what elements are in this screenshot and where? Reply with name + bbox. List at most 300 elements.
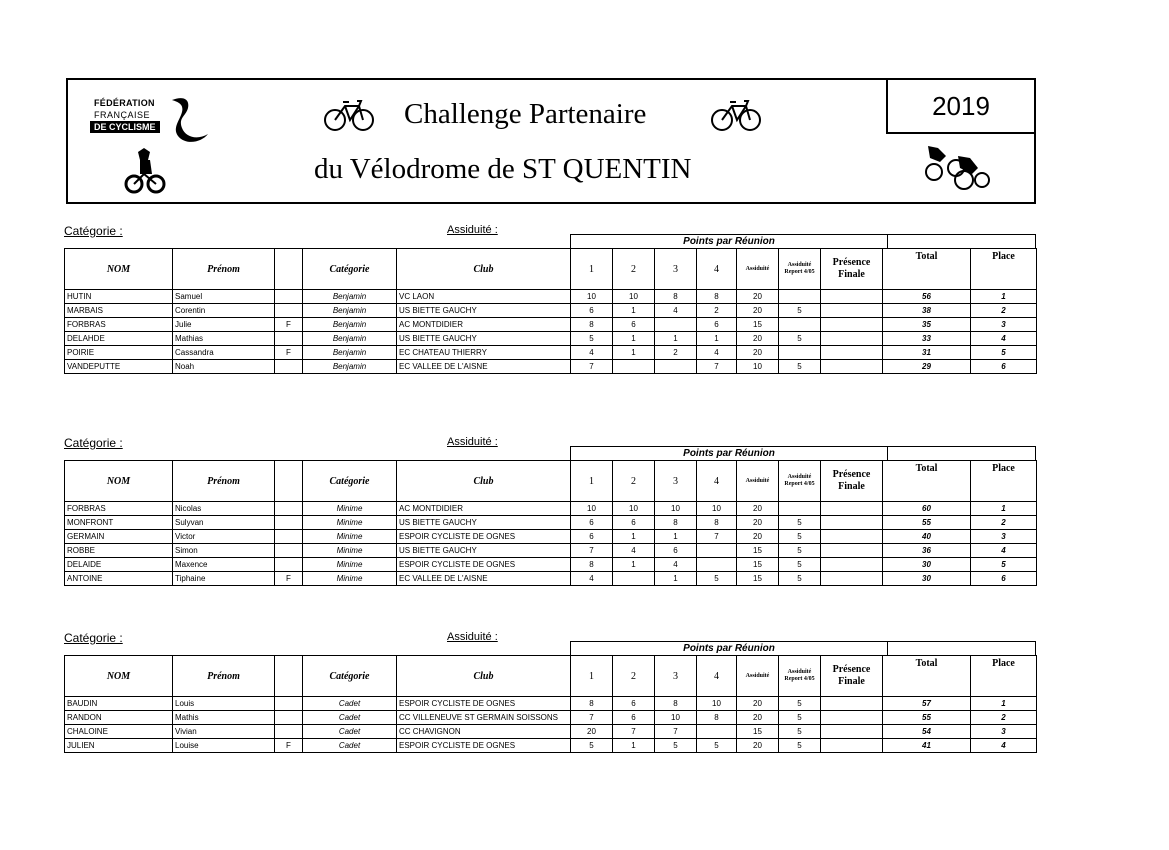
- cell-reunion-2: 6: [613, 516, 655, 530]
- cell-assiduite: 15: [737, 725, 779, 739]
- cell-nom: JULIEN: [65, 739, 173, 753]
- table-header-row: [65, 461, 1037, 502]
- categorie-label: Catégorie :: [64, 631, 123, 645]
- cell-sexe: [275, 516, 303, 530]
- col-presence-finale: Présence Finale: [821, 249, 883, 290]
- cell-presence-finale: [821, 697, 883, 711]
- cell-categorie: Minime: [303, 544, 397, 558]
- cell-reunion-1: 6: [571, 304, 613, 318]
- cell-nom: ANTOINE: [65, 572, 173, 586]
- table-row: [65, 725, 1037, 739]
- cell-total: 38: [883, 304, 971, 318]
- cell-presence-finale: [821, 360, 883, 374]
- cell-presence-finale: [821, 711, 883, 725]
- results-table: [64, 460, 1037, 586]
- year-box: [886, 78, 1036, 134]
- cell-reunion-4: 5: [697, 572, 737, 586]
- cell-reunion-4: 8: [697, 516, 737, 530]
- cell-nom: FORBRAS: [65, 318, 173, 332]
- table-row: [65, 558, 1037, 572]
- cell-assiduite: 15: [737, 318, 779, 332]
- cell-reunion-3: 1: [655, 572, 697, 586]
- cell-nom: GERMAIN: [65, 530, 173, 544]
- points-header-spacer: [888, 234, 1036, 248]
- cell-prenom: Julie: [173, 318, 275, 332]
- cell-nom: MARBAIS: [65, 304, 173, 318]
- cell-categorie: Minime: [303, 558, 397, 572]
- cell-prenom: Victor: [173, 530, 275, 544]
- cell-place: 2: [971, 304, 1037, 318]
- col-reunion-2: 2: [613, 461, 655, 502]
- col-categorie: Catégorie: [303, 656, 397, 697]
- col-place: Place: [971, 461, 1037, 502]
- assiduite-label: Assiduité :: [447, 631, 498, 643]
- cell-reunion-4: 8: [697, 711, 737, 725]
- cell-total: 35: [883, 318, 971, 332]
- cell-reunion-4: 8: [697, 290, 737, 304]
- col-prenom: Prénom: [173, 656, 275, 697]
- cell-sexe: F: [275, 318, 303, 332]
- cell-categorie: Minime: [303, 516, 397, 530]
- cell-assiduite: 20: [737, 516, 779, 530]
- cell-prenom: Mathias: [173, 332, 275, 346]
- cell-total: 41: [883, 739, 971, 753]
- cell-club: ESPOIR CYCLISTE DE OGNES: [397, 530, 571, 544]
- cell-total: 55: [883, 711, 971, 725]
- cell-club: CC VILLENEUVE ST GERMAIN SOISSONS: [397, 711, 571, 725]
- racing-cyclists-icon: [920, 142, 990, 194]
- cell-reunion-2: 6: [613, 318, 655, 332]
- cell-prenom: Corentin: [173, 304, 275, 318]
- cell-reunion-4: 5: [697, 739, 737, 753]
- cell-reunion-4: 10: [697, 502, 737, 516]
- table-row: [65, 739, 1037, 753]
- cell-assiduite-report: [779, 290, 821, 304]
- cell-total: 55: [883, 516, 971, 530]
- cell-reunion-3: 8: [655, 697, 697, 711]
- cell-nom: BAUDIN: [65, 697, 173, 711]
- col-assiduite-report: Assiduité Report 4/05: [779, 249, 821, 290]
- cell-place: 1: [971, 697, 1037, 711]
- cell-total: 36: [883, 544, 971, 558]
- table-row: [65, 572, 1037, 586]
- cell-prenom: Mathis: [173, 711, 275, 725]
- cell-reunion-4: 6: [697, 318, 737, 332]
- col-assiduite: Assiduité: [737, 249, 779, 290]
- cell-assiduite: 20: [737, 530, 779, 544]
- cell-presence-finale: [821, 725, 883, 739]
- cell-reunion-1: 8: [571, 318, 613, 332]
- cell-presence-finale: [821, 332, 883, 346]
- cell-assiduite-report: 5: [779, 711, 821, 725]
- bicycle-icon-right: [710, 96, 762, 132]
- cell-presence-finale: [821, 572, 883, 586]
- cell-nom: MONFRONT: [65, 516, 173, 530]
- cell-sexe: [275, 697, 303, 711]
- cell-place: 3: [971, 318, 1037, 332]
- col-reunion-1: 1: [571, 249, 613, 290]
- cell-reunion-4: [697, 725, 737, 739]
- col-place: Place: [971, 249, 1037, 290]
- col-presence-finale: Présence Finale: [821, 656, 883, 697]
- mascot-cyclist-icon: [122, 146, 168, 196]
- cell-reunion-3: [655, 360, 697, 374]
- cell-reunion-2: 7: [613, 725, 655, 739]
- cell-assiduite-report: 5: [779, 360, 821, 374]
- cell-reunion-1: 6: [571, 530, 613, 544]
- cell-total: 30: [883, 558, 971, 572]
- cell-categorie: Minime: [303, 572, 397, 586]
- cell-place: 1: [971, 290, 1037, 304]
- cell-presence-finale: [821, 290, 883, 304]
- col-categorie: Catégorie: [303, 461, 397, 502]
- cell-assiduite: 20: [737, 711, 779, 725]
- cell-presence-finale: [821, 502, 883, 516]
- table-row: [65, 516, 1037, 530]
- cell-reunion-3: 2: [655, 346, 697, 360]
- cell-place: 4: [971, 739, 1037, 753]
- cell-prenom: Simon: [173, 544, 275, 558]
- col-total: Total: [883, 656, 971, 697]
- table-row: [65, 530, 1037, 544]
- cell-reunion-3: 4: [655, 304, 697, 318]
- points-header-spacer: [888, 446, 1036, 460]
- cell-prenom: Samuel: [173, 290, 275, 304]
- cell-categorie: Cadet: [303, 739, 397, 753]
- cell-categorie: Minime: [303, 530, 397, 544]
- cell-place: 4: [971, 332, 1037, 346]
- cell-prenom: Maxence: [173, 558, 275, 572]
- cell-sexe: [275, 290, 303, 304]
- col-assiduite: Assiduité: [737, 656, 779, 697]
- cell-reunion-3: 1: [655, 332, 697, 346]
- cell-reunion-2: 10: [613, 290, 655, 304]
- cell-reunion-4: [697, 544, 737, 558]
- points-par-reunion-header: Points par Réunion: [570, 641, 888, 655]
- cell-assiduite: 15: [737, 558, 779, 572]
- cell-place: 6: [971, 360, 1037, 374]
- table-row: [65, 346, 1037, 360]
- year-label: 2019: [932, 90, 990, 121]
- cell-place: 1: [971, 502, 1037, 516]
- header-banner: [66, 78, 1036, 204]
- cell-assiduite: 20: [737, 332, 779, 346]
- cell-club: CC CHAVIGNON: [397, 725, 571, 739]
- cell-reunion-3: 7: [655, 725, 697, 739]
- cell-reunion-4: 7: [697, 530, 737, 544]
- cell-reunion-2: 1: [613, 332, 655, 346]
- cell-presence-finale: [821, 318, 883, 332]
- table-row: [65, 544, 1037, 558]
- cell-prenom: Louise: [173, 739, 275, 753]
- cell-nom: FORBRAS: [65, 502, 173, 516]
- cell-nom: VANDEPUTTE: [65, 360, 173, 374]
- cell-sexe: [275, 558, 303, 572]
- cell-assiduite-report: [779, 502, 821, 516]
- cell-place: 4: [971, 544, 1037, 558]
- cell-sexe: [275, 725, 303, 739]
- cell-sexe: [275, 360, 303, 374]
- cell-assiduite: 15: [737, 544, 779, 558]
- cell-reunion-3: 6: [655, 544, 697, 558]
- cell-total: 30: [883, 572, 971, 586]
- cell-categorie: Benjamin: [303, 332, 397, 346]
- cell-assiduite: 20: [737, 502, 779, 516]
- col-reunion-3: 3: [655, 461, 697, 502]
- cell-reunion-1: 4: [571, 572, 613, 586]
- col-prenom: Prénom: [173, 461, 275, 502]
- points-par-reunion-header: Points par Réunion: [570, 234, 888, 248]
- cell-place: 2: [971, 711, 1037, 725]
- cell-reunion-2: 1: [613, 558, 655, 572]
- table-row: [65, 304, 1037, 318]
- table-row: [65, 360, 1037, 374]
- cell-presence-finale: [821, 346, 883, 360]
- cell-reunion-2: 10: [613, 502, 655, 516]
- cell-assiduite-report: 5: [779, 516, 821, 530]
- cell-sexe: F: [275, 572, 303, 586]
- assiduite-label: Assiduité :: [447, 436, 498, 448]
- cell-categorie: Benjamin: [303, 360, 397, 374]
- cell-sexe: [275, 502, 303, 516]
- logo-line-1: FÉDÉRATION: [94, 98, 155, 108]
- cell-place: 2: [971, 516, 1037, 530]
- cell-nom: DELAIDE: [65, 558, 173, 572]
- cell-prenom: Sulyvan: [173, 516, 275, 530]
- cell-reunion-4: 4: [697, 346, 737, 360]
- col-club: Club: [397, 461, 571, 502]
- col-total: Total: [883, 249, 971, 290]
- cell-reunion-1: 5: [571, 739, 613, 753]
- cell-reunion-3: 8: [655, 290, 697, 304]
- cell-sexe: [275, 544, 303, 558]
- col-club: Club: [397, 249, 571, 290]
- cell-reunion-4: 7: [697, 360, 737, 374]
- table-row: [65, 290, 1037, 304]
- cell-categorie: Cadet: [303, 711, 397, 725]
- cell-reunion-3: 4: [655, 558, 697, 572]
- title-line-2: du Vélodrome de ST QUENTIN: [314, 153, 692, 185]
- cell-nom: CHALOINE: [65, 725, 173, 739]
- cell-reunion-2: 1: [613, 739, 655, 753]
- logo-swoosh-icon: [168, 94, 214, 146]
- cell-reunion-1: 6: [571, 516, 613, 530]
- cell-prenom: Louis: [173, 697, 275, 711]
- cell-total: 60: [883, 502, 971, 516]
- cell-reunion-2: 1: [613, 346, 655, 360]
- table-row: [65, 332, 1037, 346]
- cell-categorie: Benjamin: [303, 346, 397, 360]
- cell-assiduite-report: 5: [779, 739, 821, 753]
- cell-categorie: Benjamin: [303, 318, 397, 332]
- cell-sexe: [275, 332, 303, 346]
- col-reunion-4: 4: [697, 249, 737, 290]
- cell-reunion-2: [613, 360, 655, 374]
- col-total: Total: [883, 461, 971, 502]
- col-categorie: Catégorie: [303, 249, 397, 290]
- cell-assiduite-report: [779, 346, 821, 360]
- cell-assiduite: 15: [737, 572, 779, 586]
- cell-reunion-1: 10: [571, 290, 613, 304]
- cell-sexe: [275, 304, 303, 318]
- cell-club: US BIETTE GAUCHY: [397, 544, 571, 558]
- assiduite-label: Assiduité :: [447, 224, 498, 236]
- cell-place: 5: [971, 346, 1037, 360]
- cell-reunion-1: 8: [571, 697, 613, 711]
- cell-club: AC MONTDIDIER: [397, 502, 571, 516]
- cell-assiduite-report: 5: [779, 530, 821, 544]
- cell-reunion-1: 7: [571, 360, 613, 374]
- cell-assiduite-report: [779, 318, 821, 332]
- cell-presence-finale: [821, 304, 883, 318]
- col-prenom: Prénom: [173, 249, 275, 290]
- cell-assiduite: 20: [737, 697, 779, 711]
- cell-assiduite-report: 5: [779, 697, 821, 711]
- col-place: Place: [971, 656, 1037, 697]
- cell-assiduite-report: 5: [779, 304, 821, 318]
- cell-prenom: Nicolas: [173, 502, 275, 516]
- cell-club: US BIETTE GAUCHY: [397, 304, 571, 318]
- col-sexe: [275, 461, 303, 502]
- cell-presence-finale: [821, 516, 883, 530]
- cell-prenom: Vivian: [173, 725, 275, 739]
- results-table: [64, 655, 1037, 753]
- cell-prenom: Cassandra: [173, 346, 275, 360]
- ffc-logo: [90, 94, 210, 146]
- col-nom: NOM: [65, 249, 173, 290]
- cell-presence-finale: [821, 558, 883, 572]
- col-reunion-4: 4: [697, 461, 737, 502]
- cell-assiduite: 20: [737, 304, 779, 318]
- cell-reunion-1: 4: [571, 346, 613, 360]
- cell-assiduite: 20: [737, 290, 779, 304]
- cell-place: 3: [971, 725, 1037, 739]
- cell-reunion-3: 1: [655, 530, 697, 544]
- cell-categorie: Benjamin: [303, 290, 397, 304]
- cell-club: US BIETTE GAUCHY: [397, 516, 571, 530]
- col-reunion-2: 2: [613, 249, 655, 290]
- cell-reunion-3: 8: [655, 516, 697, 530]
- cell-club: EC VALLEE DE L'AISNE: [397, 360, 571, 374]
- cell-reunion-1: 8: [571, 558, 613, 572]
- cell-club: AC MONTDIDIER: [397, 318, 571, 332]
- results-table: [64, 248, 1037, 374]
- cell-club: EC CHATEAU THIERRY: [397, 346, 571, 360]
- cell-reunion-4: [697, 558, 737, 572]
- cell-reunion-2: 4: [613, 544, 655, 558]
- cell-presence-finale: [821, 739, 883, 753]
- col-reunion-2: 2: [613, 656, 655, 697]
- table-header-row: [65, 249, 1037, 290]
- cell-total: 40: [883, 530, 971, 544]
- col-reunion-1: 1: [571, 461, 613, 502]
- cell-sexe: F: [275, 346, 303, 360]
- cell-reunion-2: 1: [613, 304, 655, 318]
- col-reunion-3: 3: [655, 249, 697, 290]
- cell-place: 5: [971, 558, 1037, 572]
- cell-reunion-1: 7: [571, 544, 613, 558]
- cell-club: ESPOIR CYCLISTE DE OGNES: [397, 697, 571, 711]
- col-sexe: [275, 656, 303, 697]
- cell-reunion-2: 1: [613, 530, 655, 544]
- cell-assiduite: 10: [737, 360, 779, 374]
- cell-club: EC VALLEE DE L'AISNE: [397, 572, 571, 586]
- cell-reunion-1: 10: [571, 502, 613, 516]
- categorie-label: Catégorie :: [64, 436, 123, 450]
- categorie-label: Catégorie :: [64, 224, 123, 238]
- cell-categorie: Cadet: [303, 725, 397, 739]
- cell-presence-finale: [821, 544, 883, 558]
- cell-nom: DELAHDE: [65, 332, 173, 346]
- cell-place: 6: [971, 572, 1037, 586]
- cell-reunion-1: 5: [571, 332, 613, 346]
- cell-reunion-3: [655, 318, 697, 332]
- cell-place: 3: [971, 530, 1037, 544]
- table-row: [65, 711, 1037, 725]
- table-header-row: [65, 656, 1037, 697]
- col-nom: NOM: [65, 461, 173, 502]
- logo-line-3: DE CYCLISME: [90, 121, 160, 133]
- cell-assiduite-report: 5: [779, 544, 821, 558]
- cell-categorie: Minime: [303, 502, 397, 516]
- cell-categorie: Benjamin: [303, 304, 397, 318]
- cell-assiduite: 20: [737, 739, 779, 753]
- col-assiduite-report: Assiduité Report 4/05: [779, 656, 821, 697]
- col-reunion-3: 3: [655, 656, 697, 697]
- cell-total: 33: [883, 332, 971, 346]
- col-reunion-1: 1: [571, 656, 613, 697]
- cell-total: 29: [883, 360, 971, 374]
- cell-presence-finale: [821, 530, 883, 544]
- cell-reunion-4: 10: [697, 697, 737, 711]
- cell-prenom: Noah: [173, 360, 275, 374]
- table-row: [65, 502, 1037, 516]
- cell-reunion-4: 1: [697, 332, 737, 346]
- col-assiduite: Assiduité: [737, 461, 779, 502]
- col-sexe: [275, 249, 303, 290]
- cell-reunion-3: 5: [655, 739, 697, 753]
- cell-club: VC LAON: [397, 290, 571, 304]
- cell-reunion-3: 10: [655, 711, 697, 725]
- col-reunion-4: 4: [697, 656, 737, 697]
- cell-total: 54: [883, 725, 971, 739]
- cell-nom: RANDON: [65, 711, 173, 725]
- cell-total: 31: [883, 346, 971, 360]
- table-row: [65, 318, 1037, 332]
- logo-line-2: FRANÇAISE: [94, 110, 151, 120]
- title-line-1: Challenge Partenaire: [404, 98, 647, 130]
- cell-reunion-1: 20: [571, 725, 613, 739]
- table-row: [65, 697, 1037, 711]
- col-nom: NOM: [65, 656, 173, 697]
- cell-sexe: F: [275, 739, 303, 753]
- cell-assiduite-report: 5: [779, 725, 821, 739]
- cell-club: ESPOIR CYCLISTE DE OGNES: [397, 739, 571, 753]
- cell-reunion-1: 7: [571, 711, 613, 725]
- cell-total: 56: [883, 290, 971, 304]
- cell-assiduite-report: 5: [779, 558, 821, 572]
- points-header-spacer: [888, 641, 1036, 655]
- col-presence-finale: Présence Finale: [821, 461, 883, 502]
- cell-sexe: [275, 530, 303, 544]
- cell-assiduite-report: 5: [779, 332, 821, 346]
- cell-nom: ROBBE: [65, 544, 173, 558]
- bicycle-icon-left: [323, 96, 375, 132]
- cell-assiduite-report: 5: [779, 572, 821, 586]
- cell-categorie: Cadet: [303, 697, 397, 711]
- cell-nom: POIRIE: [65, 346, 173, 360]
- cell-reunion-4: 2: [697, 304, 737, 318]
